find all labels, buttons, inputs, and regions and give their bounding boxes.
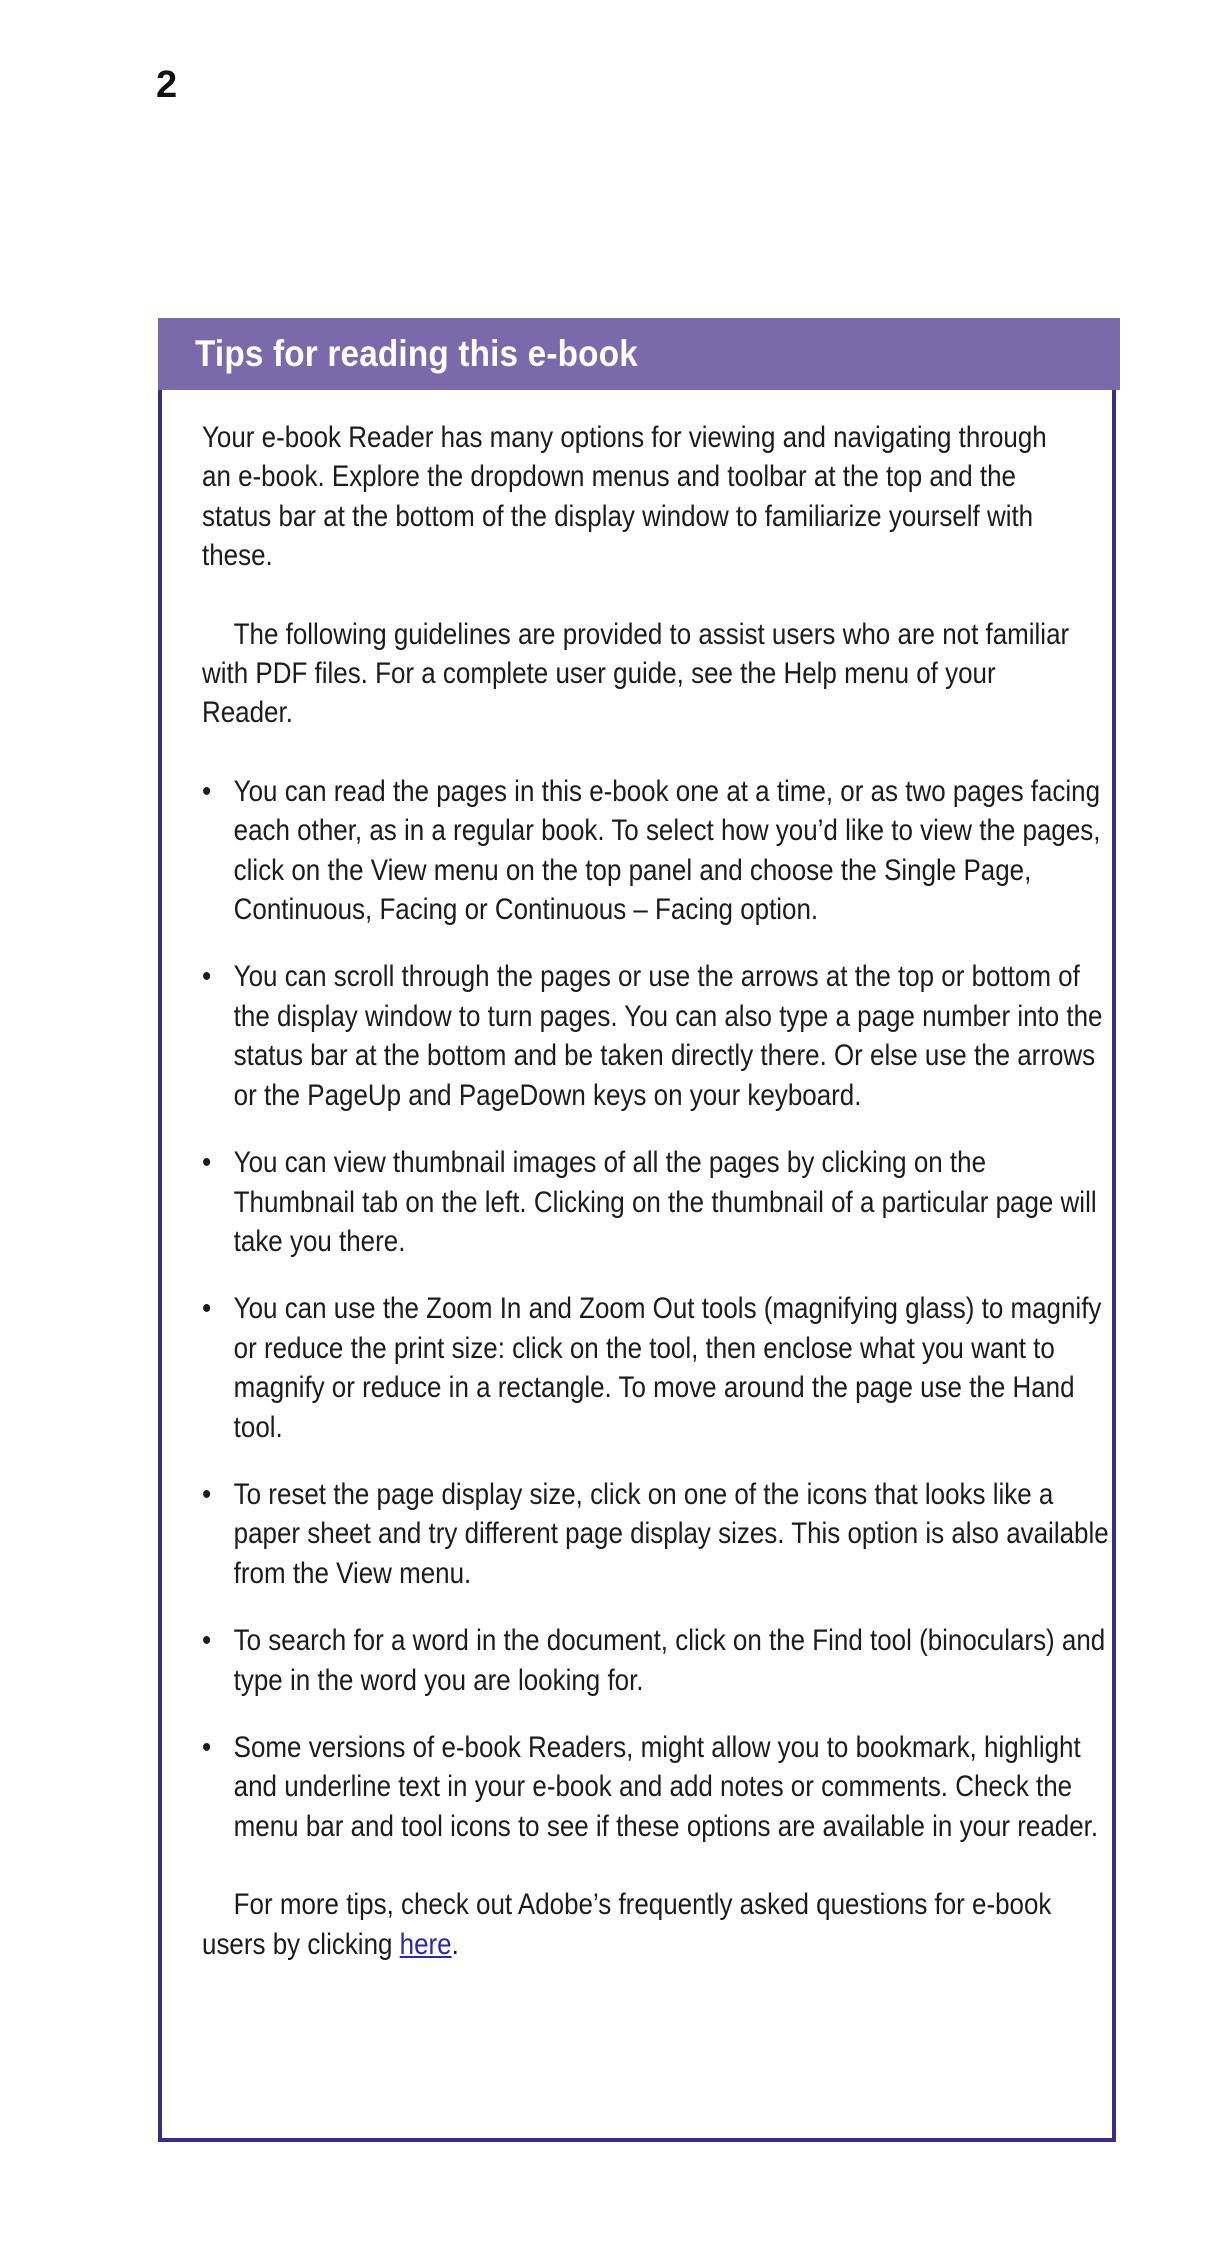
list-item-text: You can scroll through the pages or use the arrows at the top or bottom of the display window to turn pages. You can also type a page number into the status bar at the bottom and be taken directly there. Or else use the arrows or the PageUp and PageDown keys on your keyboard. <box>233 960 1103 1112</box>
guidelines-paragraph: The following guidelines are provided to assist users who are not familiar with PDF files. For a complete user guide, see the Help menu of your Reader. <box>202 617 1070 730</box>
list-item <box>202 1143 1109 1261</box>
list-item-text: To search for a word in the document, click on the Find tool (binoculars) and type in the word you are looking for. <box>233 1624 1106 1697</box>
list-item-text: To reset the page display size, click on one of the icons that looks like a paper sheet and try different page display sizes. This option is also available from the View menu. <box>233 1477 1109 1590</box>
list-item <box>202 1728 1109 1846</box>
tips-box <box>158 318 1116 2142</box>
closing-period: . <box>451 1927 459 1961</box>
list-item-text: You can read the pages in this e-book one at a time, or as two pages facing each other, as in a regular book. To select how you’d like to view the pages, click on the View menu on the top panel and choose the Single Page, Continuous, Facing or Continuous – Facing option. <box>233 774 1101 927</box>
bullet-icon: • <box>202 1624 212 1658</box>
page-number: 2 <box>156 64 178 106</box>
closing-paragraph <box>202 1885 1077 1964</box>
bullet-icon: • <box>202 1730 212 1764</box>
list-item-text: You can view thumbnail images of all the pages by clicking on the Thumbnail tab on the left. Clicking on the thumbnail of a particular page will take you there. <box>233 1146 1097 1258</box>
list-item <box>202 772 1109 930</box>
bullet-icon: • <box>202 774 212 808</box>
bullet-icon: • <box>202 1146 212 1180</box>
adobe-faq-link[interactable]: here <box>399 1927 452 1961</box>
list-item <box>202 1621 1109 1700</box>
list-item <box>202 1289 1109 1447</box>
list-item <box>202 1475 1109 1593</box>
tips-header <box>158 318 1120 390</box>
tips-title: Tips for reading this e-book <box>195 333 638 374</box>
list-item-text: Some versions of e-book Readers, might allow you to bookmark, highlight and underline text in your e-book and add notes or comments. Check the menu bar and tool icons to see if these options are available in your reader. <box>233 1730 1099 1843</box>
bullet-icon: • <box>202 1292 212 1326</box>
bullet-icon: • <box>202 960 212 994</box>
tips-body <box>202 418 1109 2003</box>
intro-paragraph: Your e-book Reader has many options for viewing and navigating through an e-book. Explore the dropdown menus and toolbar at the top and the status bar at the bottom of the display window to familiarize yourself with these. <box>202 421 1047 573</box>
list-item-text: You can use the Zoom In and Zoom Out tools (magnifying glass) to magnify or reduce the print size: click on the tool, then enclose what you want to magnify or reduce in a rectangle. To move around the page use the Hand tool. <box>233 1292 1102 1444</box>
closing-text: For more tips, check out Adobe’s frequently asked questions for e-book users by clicking <box>202 1888 1052 1961</box>
bullet-icon: • <box>202 1477 212 1511</box>
tips-list <box>202 772 1109 1846</box>
list-item <box>202 957 1109 1115</box>
